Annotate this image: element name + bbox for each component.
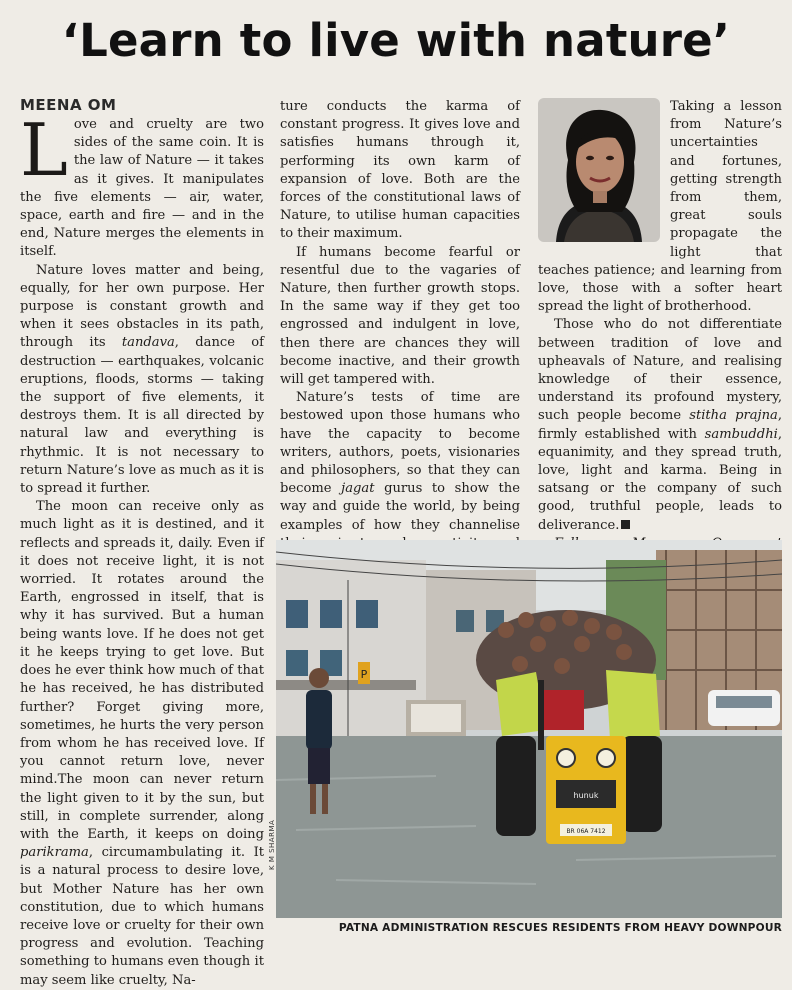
paragraph (538, 316, 782, 534)
news-photo (276, 540, 782, 918)
paragraph-text: ove and cruelty are two sides of the same coin. It is the law of Nature — it takes as it gives. It manipulates the five elements — air, water, space, earth and fire — and in the end, Nature merges the elements in itself. (20, 117, 264, 260)
tractor-brand: hunuk (573, 791, 599, 800)
paragraph-text: Those who do not differentiate between tradition of love and upheavals of Nature, and realising knowledge of their essence, understand its profound mystery, such people become (538, 317, 782, 424)
article-column-1 (20, 108, 264, 990)
paragraph-text: , equanimity, and they spread truth, love, light and karma. Being in satsang or the company of such good, truthful people, leads to deliverance. (538, 426, 782, 533)
portrait-image (538, 98, 660, 242)
article-column-3 (538, 98, 782, 571)
photo-credit: K M SHARMA (268, 819, 276, 870)
drop-cap: L (20, 108, 68, 192)
paragraph-text: , firmly established with (538, 408, 782, 442)
paragraph: If humans become fearful or resentful due to the vagaries of Nature, then further growth stops. In the same way if they get too engrossed and indulgent in love, then there are chances they will become inactive, and their growth will get tampered with. (280, 244, 520, 388)
italic-term: stitha prajna (689, 408, 778, 424)
paragraph-text: , circumambulating it. It is a natural process to desire love, but Mother Nature has her own constitution, due to which humans receive love or cruelty for their own progress and evolution. Teaching something to humans even though it may seem like cruelty, Na- (20, 845, 264, 988)
paragraph-text: Nature’s tests of time are bestowed upon those humans who have the capacity to become writers, authors, poets, visionaries and philosophers, so that they can become (280, 390, 520, 497)
end-mark-icon (621, 520, 630, 529)
italic-term: parikrama (20, 845, 89, 861)
paragraph: Taking a lesson from Nature’s uncertainties and fortunes, getting strength from them, great souls propagate the light that teaches patience; and learning from love, those with a softer heart spread the light of brotherhood. (538, 99, 782, 315)
paragraph: ture conducts the karma of constant progress. It gives love and satisfies humans through it, performing its own karm of expansion of love. Both are the forces of the constitutional laws of Nature, to utilise human capacities to their maximum. (280, 99, 520, 242)
paragraph-text: gurus to show the way and guide the world, by being examples of how they channelise (280, 481, 520, 533)
author-byline: MEENA OM (20, 96, 117, 114)
author-portrait (538, 98, 660, 242)
article-headline: ‘Learn to live with nature’ (61, 14, 731, 67)
photo-caption: PATNA ADMINISTRATION RESCUES RESIDENTS FROM HEAVY DOWNPOUR (338, 922, 782, 934)
paragraph (20, 498, 264, 989)
paragraph-text: The moon can receive only as much light as it is destined, and it reflects and spreads it, daily. Even if it does not receive light, it is not worried. It rotates around the Earth, engrossed in itself, that is why it has survived. But a human being wants love. If he does not get it he keeps trying to get love. But does he ever think how much of that he has received, he has distributed further? Forget giving more, sometimes, he hurts the very person from whom he has received love. If you cannot return love, never mind.The moon can never return the light given to it by the sun, but still, in complete surrender, along with the Earth, it keeps on doing (20, 499, 264, 842)
paragraph-text: , dance of destruction — earthquakes, volcanic eruptions, floods, storms — taking the support of five elements, it destroys them. It is all directed by natural law and everything is rhythmic. It is not necessary to return Nature’s love as much as it is to spread it further. (20, 335, 264, 497)
paragraph (20, 108, 264, 262)
tractor-plate: BR 06A 7412 (566, 828, 606, 835)
article-column-2 (280, 98, 520, 571)
italic-term: sambuddhi (704, 426, 778, 442)
flood-rescue-photo (276, 540, 782, 918)
paragraph-text: Nature loves matter and being, equally, for her own purpose. Her purpose is constant growth and when it sees obstacles in its path, through its (20, 262, 264, 351)
parking-sign-letter: P (360, 668, 368, 681)
italic-term: tandava (121, 335, 175, 351)
paragraph (20, 262, 264, 499)
italic-term: jagat (341, 481, 375, 497)
